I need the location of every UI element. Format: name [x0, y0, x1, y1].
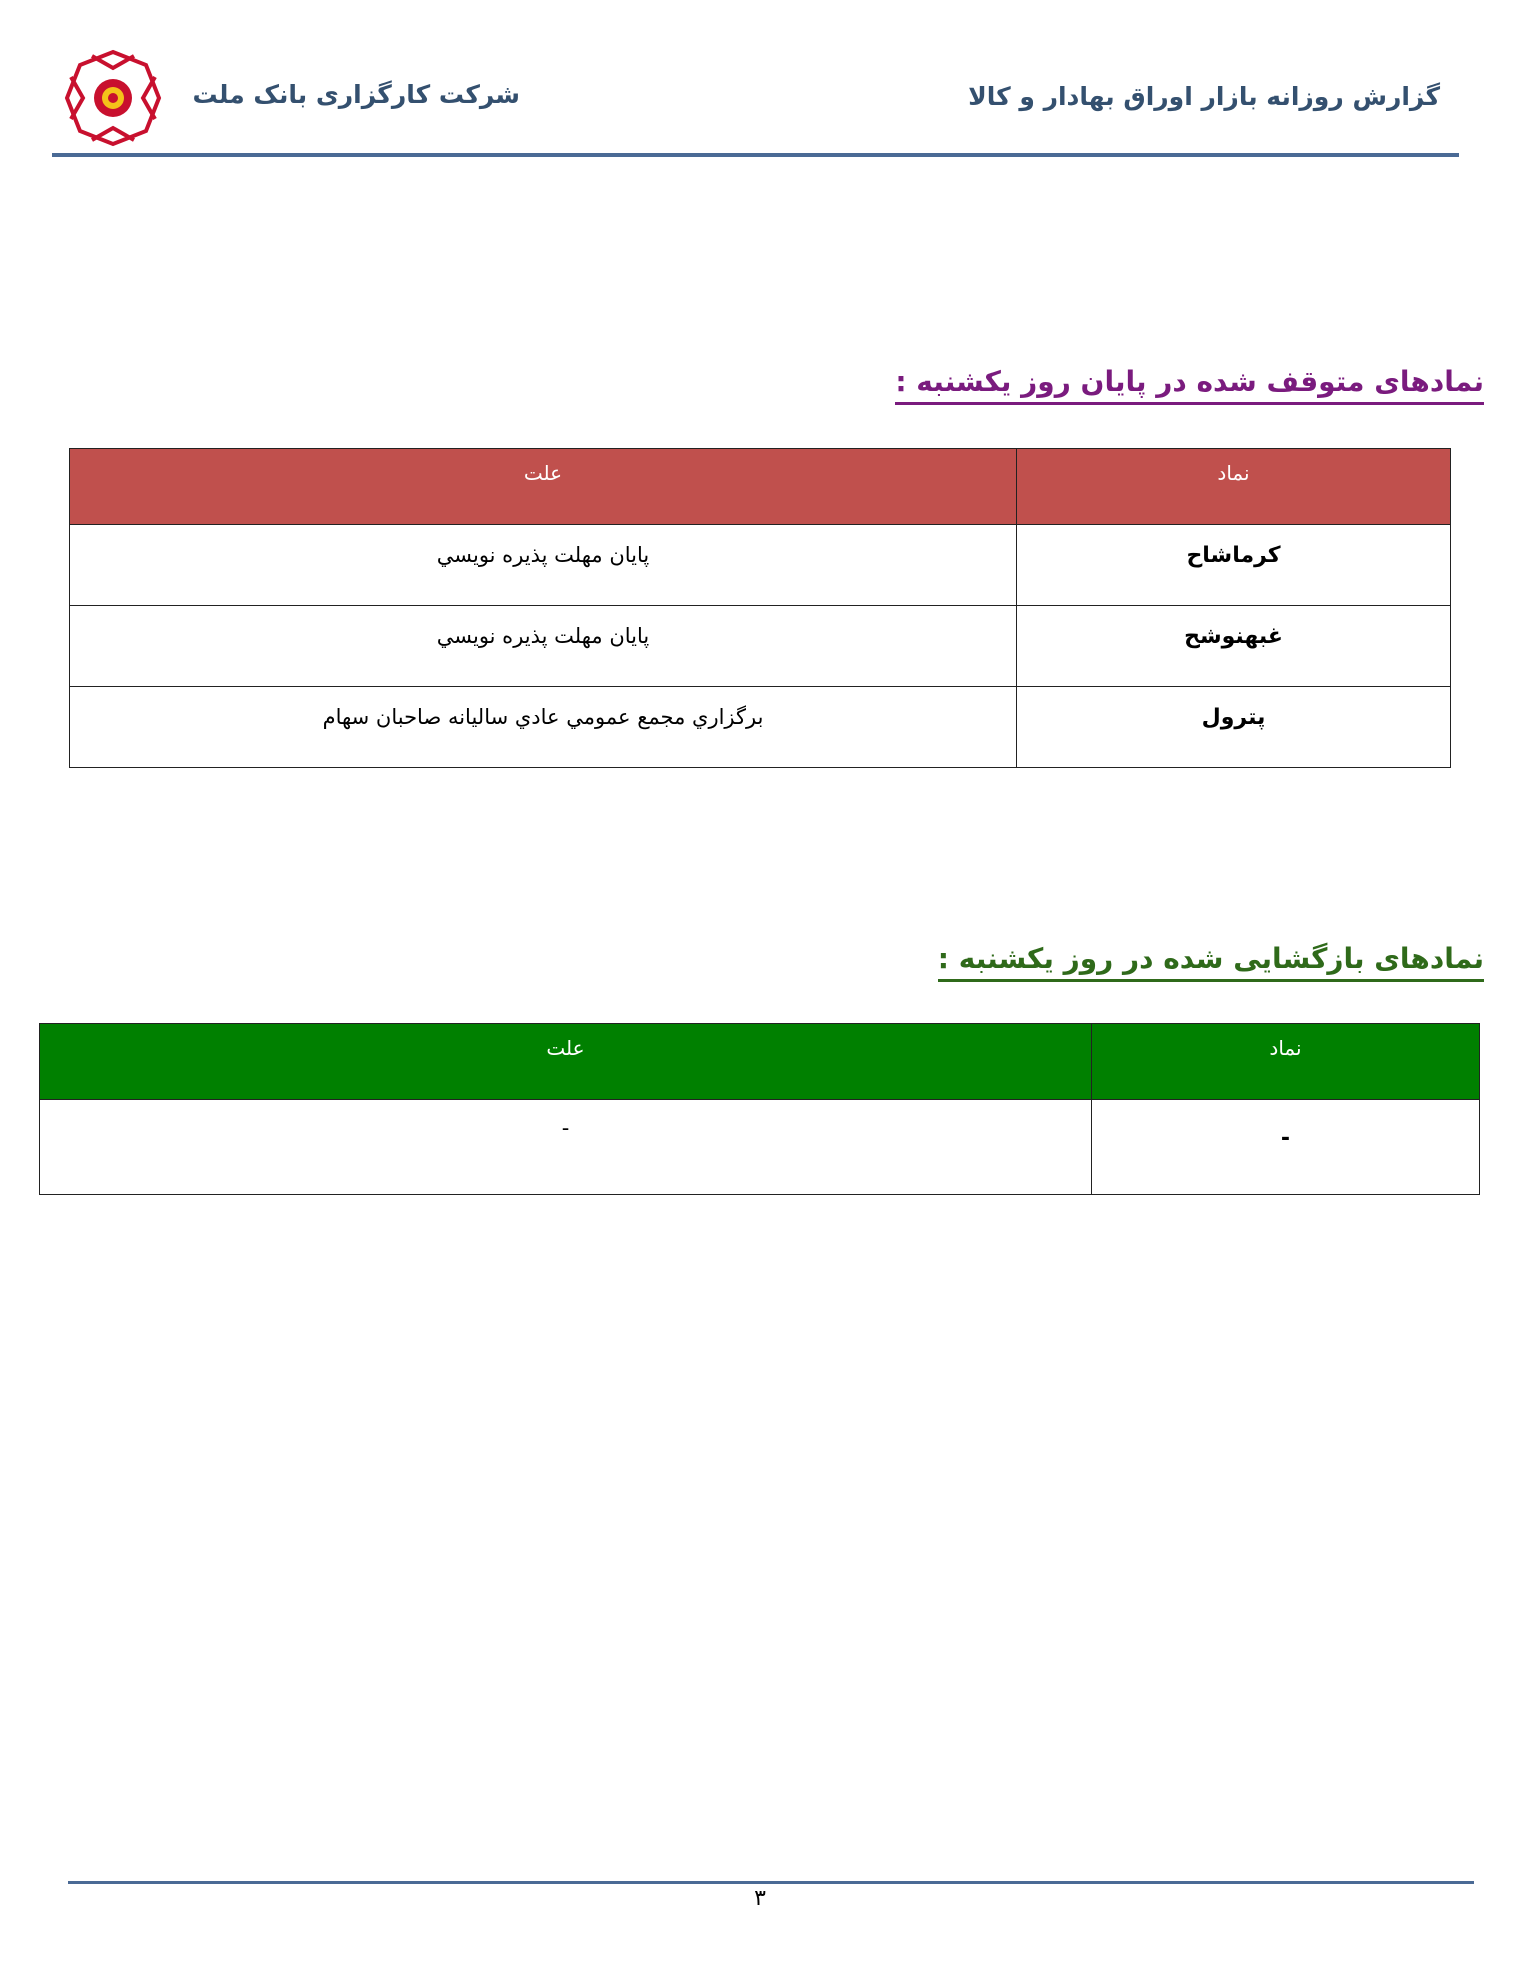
reason-cell: پايان مهلت پذيره نويسي	[70, 606, 1017, 687]
table-row	[70, 525, 1451, 606]
company-name: شرکت کارگزاری بانک ملت	[192, 80, 520, 109]
suspended-symbols-table	[69, 448, 1451, 768]
symbol-cell: کرماشاح	[1017, 525, 1451, 606]
column-header-symbol: نماد	[1017, 449, 1451, 525]
symbol-cell: پترول	[1017, 687, 1451, 768]
page-number: ۳	[754, 1886, 766, 1911]
column-header-symbol: نماد	[1092, 1024, 1480, 1100]
table-header-row	[40, 1024, 1480, 1100]
header-divider	[52, 153, 1459, 157]
column-header-reason: علت	[70, 449, 1017, 525]
table-row	[70, 606, 1451, 687]
column-header-reason: علت	[40, 1024, 1092, 1100]
symbol-cell: -	[1092, 1100, 1480, 1195]
reopened-symbols-heading: نمادهای بازگشایی شده در روز یکشنبه :	[938, 942, 1484, 982]
footer-divider	[68, 1881, 1474, 1884]
table-row	[70, 687, 1451, 768]
reason-cell: پايان مهلت پذيره نويسي	[70, 525, 1017, 606]
reopened-symbols-table	[39, 1023, 1480, 1195]
reason-cell: برگزاري مجمع عمومي عادي ساليانه صاحبان سهام	[70, 687, 1017, 768]
mellat-broker-logo-icon	[62, 48, 164, 148]
reason-cell: -	[40, 1100, 1092, 1195]
table-header-row	[70, 449, 1451, 525]
symbol-cell: غبهنوشح	[1017, 606, 1451, 687]
suspended-symbols-heading: نمادهای متوقف شده در پایان روز یکشنبه :	[895, 365, 1484, 405]
table-row	[40, 1100, 1480, 1195]
report-title: گزارش روزانه بازار اوراق بهادار و کالا	[968, 82, 1440, 111]
